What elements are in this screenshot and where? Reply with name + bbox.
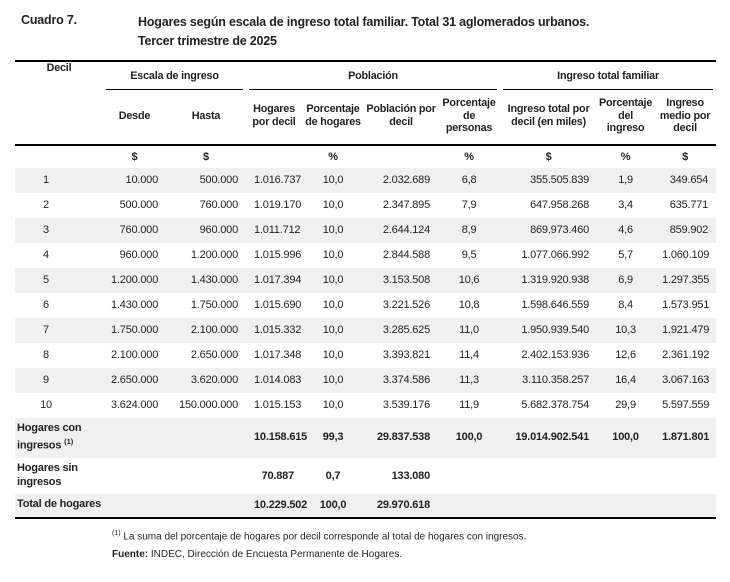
cell-pct-personas: 100,0 bbox=[455, 431, 483, 444]
unit-desde: $ bbox=[131, 150, 138, 163]
cell-ingreso-total: 647.958.268 bbox=[530, 198, 590, 211]
cell-desde: 3.624.000 bbox=[111, 398, 159, 411]
source-line: Fuente: INDEC, Dirección de Encuesta Permanente de Hogares. bbox=[112, 548, 403, 560]
decile-row bbox=[15, 168, 716, 193]
summary-label-text: Total de hogares bbox=[17, 498, 101, 511]
cell-hogares-por-decil: 1.014.083 bbox=[254, 373, 302, 386]
column-header-ingreso-medio: Ingreso medio por decil bbox=[659, 97, 711, 134]
cell-ingreso-total: 3.110.358.257 bbox=[522, 373, 590, 386]
cell-poblacion-por-decil: 3.539.176 bbox=[382, 398, 431, 411]
cell-poblacion-por-decil: 3.221.526 bbox=[382, 298, 431, 311]
cell-decil: 6 bbox=[43, 298, 49, 311]
summary-footnote-marker: (1) bbox=[64, 437, 74, 446]
cell-desde bbox=[103, 418, 166, 459]
cell-ingreso-medio bbox=[654, 494, 716, 518]
cell-desde: 500.000 bbox=[119, 198, 158, 211]
cell-decil: 9 bbox=[43, 373, 49, 386]
cell-hogares-por-decil: 1.017.348 bbox=[254, 348, 302, 361]
cell-desde bbox=[103, 494, 166, 518]
cell-pct-personas: 7,9 bbox=[461, 198, 477, 211]
column-header-hogares-por-decil: Hogares por decil bbox=[252, 103, 296, 128]
cell-poblacion-por-decil: 3.374.586 bbox=[382, 373, 431, 386]
cell-pct-ingreso: 8,4 bbox=[618, 298, 633, 311]
column-header-desde: Desde bbox=[118, 109, 151, 122]
cell-pct-personas: 10,8 bbox=[458, 298, 480, 311]
cell-poblacion-por-decil: 29.970.618 bbox=[376, 498, 431, 511]
cell-ingreso-total bbox=[500, 458, 597, 494]
cell-hasta: 1.430.000 bbox=[190, 273, 239, 286]
group-header-ingreso: Ingreso total familiar bbox=[500, 61, 716, 90]
cell-ingreso-medio: 1.297.355 bbox=[662, 273, 710, 286]
cell-decil: 1 bbox=[43, 173, 49, 186]
cell-pct-hogares: 10,0 bbox=[322, 198, 344, 211]
units-row bbox=[15, 145, 716, 168]
cell-ingreso-medio: 5.597.559 bbox=[662, 398, 710, 411]
cell-pct-ingreso bbox=[597, 494, 654, 518]
cell-poblacion-por-decil: 2.347.895 bbox=[382, 198, 431, 211]
cell-poblacion-por-decil: 3.393.821 bbox=[382, 348, 431, 361]
unit-pct-hogares: % bbox=[328, 150, 338, 163]
cell-hasta bbox=[166, 418, 246, 459]
cell-hogares-por-decil: 1.019.170 bbox=[254, 198, 302, 211]
cell-desde: 760.000 bbox=[119, 223, 158, 236]
cell-pct-personas: 11,4 bbox=[459, 348, 479, 361]
cell-pct-personas: 11,0 bbox=[459, 323, 479, 336]
cell-desde bbox=[103, 458, 166, 494]
summary-row bbox=[15, 418, 716, 459]
cell-decil: 2 bbox=[43, 198, 49, 211]
group-header-poblacion: Población bbox=[246, 61, 500, 90]
unit-pct-ingreso: % bbox=[620, 150, 631, 163]
cell-pct-hogares: 99,3 bbox=[322, 431, 344, 444]
cell-poblacion-por-decil: 133.080 bbox=[391, 469, 431, 482]
cell-ingreso-total: 19.014.902.541 bbox=[515, 431, 590, 444]
header-group-row bbox=[15, 61, 716, 90]
cell-hasta: 3.620.000 bbox=[190, 373, 239, 386]
cell-pct-hogares: 10,0 bbox=[322, 173, 344, 186]
income-deciles-table bbox=[15, 60, 716, 519]
cell-pct-personas: 11,3 bbox=[459, 373, 479, 386]
cell-hogares-por-decil: 10.158.615 bbox=[254, 431, 308, 444]
cell-hasta: 960.000 bbox=[199, 223, 239, 236]
decile-row bbox=[15, 243, 716, 268]
footnote: $^{(1)}$ La suma del porcentaje de hogares por decil corresponde al total de hogares con ingresos. bbox=[112, 529, 527, 542]
cell-ingreso-total: 869.973.460 bbox=[530, 223, 590, 236]
cell-decil: 8 bbox=[43, 348, 49, 361]
decile-row bbox=[15, 318, 716, 343]
cell-pct-ingreso: 5,7 bbox=[618, 248, 633, 261]
cell-hasta bbox=[166, 458, 246, 494]
decile-row bbox=[15, 193, 716, 218]
cell-hogares-por-decil: 70.887 bbox=[261, 469, 295, 482]
cell-hasta: 500.000 bbox=[199, 173, 239, 186]
cell-pct-hogares: 10,0 bbox=[322, 398, 344, 411]
cell-ingreso-total: 2.402.153.936 bbox=[521, 348, 590, 361]
cell-ingreso-medio: 1.060.109 bbox=[662, 248, 710, 261]
summary-row bbox=[15, 494, 716, 518]
cell-ingreso-medio: 859.902 bbox=[669, 223, 709, 236]
cell-hogares-por-decil: 1.015.332 bbox=[254, 323, 302, 336]
cell-hogares-por-decil: 1.017.394 bbox=[254, 273, 302, 286]
cell-pct-personas: 11,9 bbox=[459, 398, 479, 411]
cell-ingreso-medio: 635.771 bbox=[669, 198, 709, 211]
cell-pct-ingreso: 29,9 bbox=[615, 398, 636, 411]
column-header-decil: Decil bbox=[46, 62, 72, 74]
cell-ingreso-medio: 1.921.479 bbox=[662, 323, 710, 336]
cell-pct-personas: 9,5 bbox=[461, 248, 477, 261]
cell-pct-ingreso: 16,4 bbox=[615, 373, 636, 386]
cell-pct-hogares: 10,0 bbox=[322, 373, 344, 386]
title-block bbox=[0, 0, 730, 51]
unit-hasta: $ bbox=[203, 150, 209, 163]
cell-pct-ingreso: 3,4 bbox=[618, 198, 633, 211]
cell-desde: 960.000 bbox=[119, 248, 158, 261]
cell-ingreso-medio: 3.067.163 bbox=[662, 373, 710, 386]
table-body bbox=[15, 145, 716, 518]
cell-desde: 10.000 bbox=[125, 173, 158, 186]
cell-pct-hogares: 10,0 bbox=[322, 248, 344, 261]
column-header-ingreso-total: Ingreso total por decil (en miles) bbox=[507, 103, 590, 128]
column-header-porcentaje-hogares: Porcentaje de hogares bbox=[305, 103, 361, 128]
cell-hasta: 2.100.000 bbox=[190, 323, 239, 336]
cell-poblacion-por-decil: 3.153.508 bbox=[382, 273, 431, 286]
table-header bbox=[15, 61, 716, 145]
summary-label bbox=[15, 418, 103, 459]
cell-pct-ingreso: 100,0 bbox=[612, 431, 639, 444]
unit-ingreso-total: $ bbox=[545, 150, 552, 163]
cell-decil: 7 bbox=[43, 323, 49, 336]
cell-pct-personas: 6,8 bbox=[461, 173, 477, 186]
unit-decil bbox=[15, 145, 103, 168]
cell-pct-hogares: 0,7 bbox=[325, 469, 341, 482]
cell-pct-ingreso: 4,6 bbox=[618, 223, 633, 236]
cell-ingreso-total bbox=[500, 494, 597, 518]
cell-ingreso-medio: 1.573.951 bbox=[662, 298, 710, 311]
cell-ingreso-medio: 1.871.801 bbox=[662, 431, 710, 444]
unit-pct-personas: % bbox=[464, 150, 474, 163]
source-label: Fuente: bbox=[112, 548, 149, 560]
cell-hogares-por-decil: 10.229.502 bbox=[254, 498, 308, 511]
cell-desde: 2.100.000 bbox=[111, 348, 159, 361]
cell-ingreso-total: 1.598.646.559 bbox=[521, 298, 590, 311]
cell-desde: 2.650.000 bbox=[111, 373, 159, 386]
table-notes bbox=[112, 527, 730, 562]
cell-hogares-por-decil: 1.015.690 bbox=[254, 298, 302, 311]
decile-row bbox=[15, 343, 716, 368]
cell-poblacion-por-decil: 2.644.124 bbox=[382, 223, 431, 236]
cell-hogares-por-decil: 1.011.712 bbox=[254, 223, 301, 236]
cell-pct-hogares: 100,0 bbox=[319, 498, 347, 511]
decile-row bbox=[15, 368, 716, 393]
cell-ingreso-total: 1.077.066.992 bbox=[521, 248, 590, 261]
column-header-porcentaje-personas: Porcentaje de personas bbox=[442, 97, 496, 134]
cell-pct-hogares: 10,0 bbox=[322, 323, 344, 336]
cell-decil: 3 bbox=[43, 223, 49, 236]
cell-pct-personas bbox=[438, 494, 500, 518]
summary-label bbox=[15, 458, 103, 494]
header-sub-row bbox=[15, 90, 716, 145]
cell-hogares-por-decil: 1.016.737 bbox=[254, 173, 302, 186]
cell-ingreso-total: 1.319.920.938 bbox=[521, 273, 590, 286]
cell-poblacion-por-decil: 3.285.625 bbox=[382, 323, 431, 336]
cell-ingreso-total: 355.505.839 bbox=[530, 173, 590, 186]
cell-hasta: 760.000 bbox=[199, 198, 239, 211]
cell-pct-hogares: 10,0 bbox=[322, 298, 344, 311]
cell-pct-personas bbox=[438, 458, 500, 494]
unit-hogares-por-decil bbox=[246, 145, 302, 168]
table-number-label: Cuadro 7. bbox=[21, 13, 77, 27]
table-title-line1: Hogares según escala de ingreso total familiar. Total 31 aglomerados urbanos. bbox=[138, 15, 590, 29]
cell-ingreso-medio: 349.654 bbox=[669, 173, 709, 186]
cell-pct-personas: 10,6 bbox=[458, 273, 480, 286]
footnote-marker: (1) bbox=[112, 529, 121, 537]
cell-ingreso-medio: 2.361.192 bbox=[662, 348, 710, 361]
decile-row bbox=[15, 393, 716, 418]
table-title bbox=[138, 13, 589, 51]
summary-row bbox=[15, 458, 716, 494]
cell-hasta: 1.200.000 bbox=[190, 248, 239, 261]
cell-pct-ingreso bbox=[597, 458, 654, 494]
cell-hasta: 1.750.000 bbox=[190, 298, 239, 311]
cell-pct-ingreso: 1,9 bbox=[618, 173, 633, 186]
cell-pct-ingreso: 10,3 bbox=[615, 323, 636, 336]
cell-pct-hogares: 10,0 bbox=[322, 273, 344, 286]
cell-poblacion-por-decil: 2.844.588 bbox=[382, 248, 431, 261]
decile-row bbox=[15, 218, 716, 243]
cell-pct-personas: 8,9 bbox=[461, 223, 477, 236]
table-title-line2: Tercer trimestre de 2025 bbox=[138, 34, 277, 48]
cell-hasta: 2.650.000 bbox=[190, 348, 239, 361]
summary-label-text: Hogares con ingresos bbox=[17, 421, 82, 452]
unit-ingreso-medio: $ bbox=[682, 150, 689, 163]
cell-hasta bbox=[166, 494, 246, 518]
cell-poblacion-por-decil: 29.837.538 bbox=[376, 431, 431, 444]
group-header-escala: Escala de ingreso bbox=[103, 61, 246, 90]
summary-label bbox=[15, 494, 103, 518]
cell-decil: 5 bbox=[43, 273, 49, 286]
cell-poblacion-por-decil: 2.032.689 bbox=[382, 173, 431, 186]
cell-decil: 10 bbox=[40, 398, 52, 411]
column-header-poblacion-por-decil: Población por decil bbox=[366, 103, 436, 128]
cell-desde: 1.200.000 bbox=[111, 273, 159, 286]
summary-label-text: Hogares sin ingresos bbox=[17, 462, 78, 488]
column-header-porcentaje-ingreso: Porcentaje del ingreso bbox=[598, 97, 653, 134]
cell-desde: 1.430.000 bbox=[111, 298, 159, 311]
column-header-hasta: Hasta bbox=[191, 109, 221, 122]
cell-ingreso-medio bbox=[654, 458, 716, 494]
cell-hasta: 150.000.000 bbox=[179, 398, 239, 411]
cell-hogares-por-decil: 1.015.996 bbox=[254, 248, 302, 261]
cell-pct-ingreso: 12,6 bbox=[615, 348, 636, 361]
cell-pct-hogares: 10,0 bbox=[322, 223, 344, 236]
decile-row bbox=[15, 268, 716, 293]
unit-poblacion-por-decil bbox=[364, 145, 438, 168]
cell-pct-ingreso: 6,9 bbox=[618, 273, 633, 286]
cell-hogares-por-decil: 1.015.153 bbox=[254, 398, 302, 411]
cell-decil: 4 bbox=[43, 248, 49, 261]
cell-pct-hogares: 10,0 bbox=[322, 348, 344, 361]
cell-desde: 1.750.000 bbox=[111, 323, 159, 336]
decile-row bbox=[15, 293, 716, 318]
cell-ingreso-total: 1.950.939.540 bbox=[521, 323, 590, 336]
cell-ingreso-total: 5.682.378.754 bbox=[521, 398, 590, 411]
